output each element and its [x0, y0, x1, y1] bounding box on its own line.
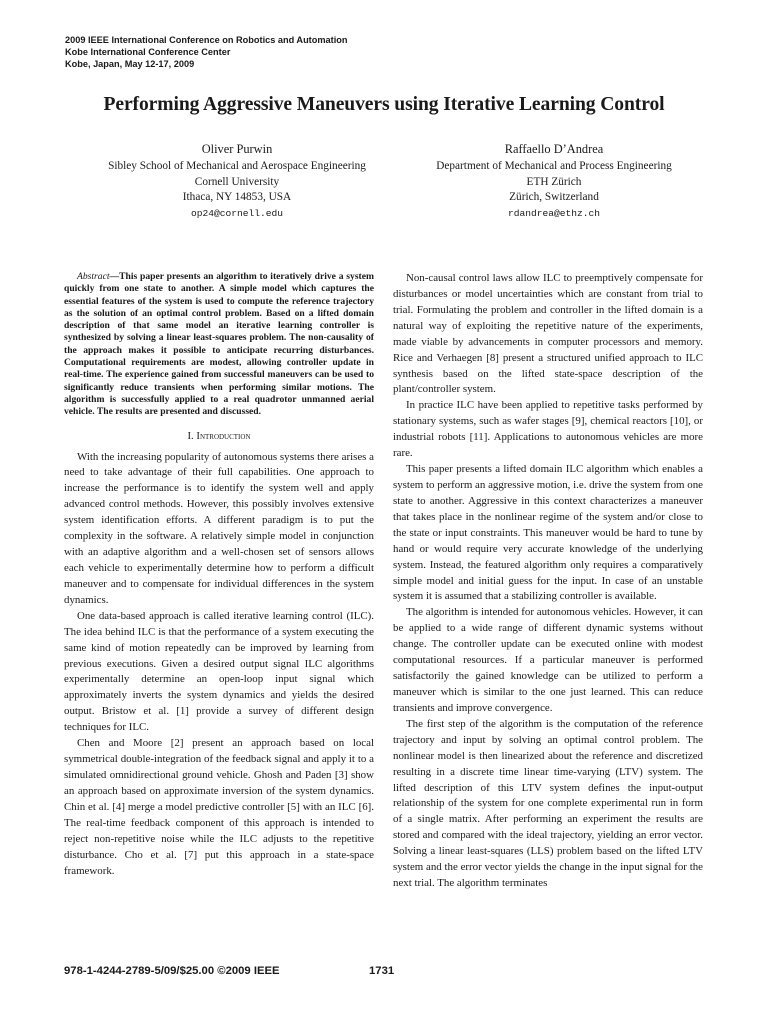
author-block-2: [396, 142, 712, 221]
conference-location: Kobe, Japan, May 12-17, 2009: [65, 58, 195, 69]
abstract-label: Abstract: [77, 271, 110, 282]
right-column: [393, 271, 703, 892]
author-email: op24@cornell.edu: [190, 208, 284, 220]
footer-isbn: 978-1-4244-2789-5/09/$25.00 ©2009 IEEE: [64, 965, 280, 977]
paragraph: This paper presents a lifted domain ILC algorithm which enables a system to perform an aggressive motion, i.e. drive the system from one state to another. Aggressive in this context characterizes a maneuver that takes place in the nonlinear regime of the system and/or close to the state or input constraints. This maneuver would be hard to tune by hand or would require very accurate knowledge of the underlying system. Instead, the featured algorithm only requires a comparatively simple model and initial guess for the input. In case of an unstable system it is assumed that a stabilizing controller is available.: [393, 463, 703, 603]
abstract-dash: —: [109, 271, 120, 282]
author-name: Oliver Purwin: [201, 142, 273, 156]
author-email: rdandrea@ethz.ch: [507, 208, 601, 220]
author-affiliation: Department of Mechanical and Process Engineering: [436, 160, 672, 173]
paragraph: With the increasing popularity of autonomous systems there arises a need to take advantage of their full capabilities. One approach to increase the performance is to identify the system well and apply advanced control methods. However, this possibly involves extensive system identification efforts. A different paradigm is to put the complexity in the software. A relatively simple model in conjunction with an adaptive algorithm and a well-chosen set of sensors allows each vehicle to experimentally determine how to perform a difficult maneuver and to compensate for individual differences in the system dynamics.: [64, 450, 374, 606]
page-number: 1731: [369, 965, 395, 977]
author-institution: ETH Zürich: [526, 175, 582, 188]
paragraph: The first step of the algorithm is the computation of the reference trajectory and input by solving an optimal control problem. The nonlinear model is then linearized about the reference and discretized resulting in a discrete time linear time-varying (LTV) system. The lifted description of this LTV system defines the input-output relationship of the system for one complete experimental run in form of a single matrix. After performing an experiment the results are stored and compared with the ideal trajectory, yielding an error vector. Solving a linear least-squares (LLS) problem based on the lifted LTV system and the error vector yields the change in the input signal for the next trial. The algorithm terminates: [393, 717, 703, 890]
paragraph: One data-based approach is called iterative learning control (ILC). The idea behind ILC is that the performance of a system executing the same kind of motion repeatedly can be improved by learning from previous executions. Given a desired output signal ILC algorithms experimentally determine an open-loop input signal which approximately inverts the system dynamics and yields the desired output. Bristow et al. [1] provide a survey of different design techniques for ILC.: [64, 609, 374, 734]
paragraph: Non-causal control laws allow ILC to preemptively compensate for disturbances or model uncertainties which are constant from trial to trial. Formulating the problem and controller in the lifted domain is a natural way of exploiting the repetitive nature of the experiments, made viable by advancements in computer processors and memory. Rice and Verhaegen [8] present a structured unified approach to ILC synthesis based on the lifted state-space description of the plant/controller system.: [393, 272, 703, 396]
author-affiliation: Sibley School of Mechanical and Aerospace Engineering: [108, 160, 366, 173]
author-address: Ithaca, NY 14853, USA: [182, 190, 292, 203]
conference-name: 2009 IEEE International Conference on Robotics and Automation: [65, 35, 348, 45]
paragraph: Chen and Moore [2] present an approach based on local symmetrical double-integration of the feedback signal and apply it to a simulated omnidirectional ground vehicle. Ghosh and Paden [3] show an approach based on approximate inversion of the system dynamics. Chin et al. [4] merge a model predictive controller [5] with an ILC [6]. The real-time feedback component of this approach is intended to reject non-repetitive noise while the ILC adjusts to the repetitive disturbance. Cho et al. [7] put this approach in a state-space framework.: [64, 737, 374, 877]
author-institution: Cornell University: [194, 175, 280, 188]
conference-venue: Kobe International Conference Center: [65, 46, 231, 57]
section-number: I.: [187, 429, 194, 442]
author-address: Zürich, Switzerland: [509, 190, 599, 203]
abstract-text: This paper presents an algorithm to iteratively drive a system quickly from one state to another. A simple model which captures the essential features of the system is used to compute the reference trajectory as the solution of an optimal control problem. Based on a lifted domain description of that same model an iterative learning controller is synthesized by solving a linear least-squares problem. The non-causality of the approach makes it possible to anticipate recurring disturbances. Computational requirements are modest, allowing controller update in real-time. The experience gained from successful maneuvers can be used to significantly reduce transients when performing similar motions. The algorithm is successfully applied to a real quadrotor unmanned aerial vehicle. The results are presented and discussed.: [64, 271, 374, 418]
abstract: [64, 271, 374, 419]
left-column: [64, 271, 374, 879]
section-heading: [64, 429, 374, 443]
section-title: Introduction: [196, 429, 251, 442]
author-block-1: [82, 142, 392, 221]
conference-header: [65, 35, 347, 70]
author-name: Raffaello D’Andrea: [504, 142, 604, 156]
paragraph: In practice ILC have been applied to repetitive tasks performed by stationary systems, such as wafer stages [9], chemical reactors [10], or industrial robots [11]. Applications to autonomous vehicles are more rare.: [393, 399, 703, 460]
paper-title: Performing Aggressive Maneuvers using Iterative Learning Control: [103, 94, 665, 115]
paragraph: The algorithm is intended for autonomous vehicles. However, it can be applied to a wide range of different dynamic systems without change. The controller update can be executed online with modest computational resources. If a particular maneuver is performed satisfactorily the gained knowledge can be utilized to perform a maneuver which is similar to the one just learned. This can reduce transients and improve convergence.: [393, 606, 703, 714]
